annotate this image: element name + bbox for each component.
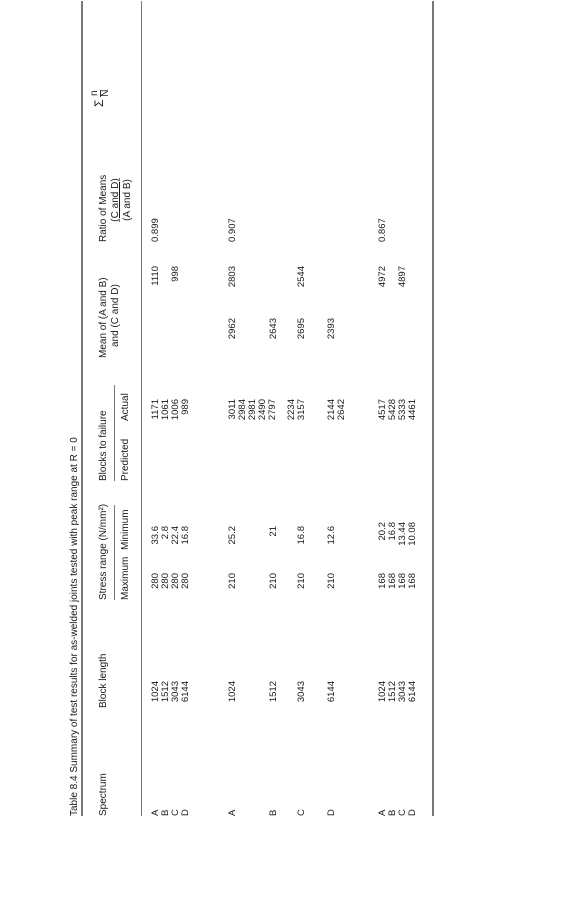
header-sum-n-over-N xyxy=(90,90,111,107)
g2-maximum-d: 210 xyxy=(326,573,337,589)
table-top-rule xyxy=(81,1,83,816)
g2-actual-a: 3011 2984 2981 xyxy=(227,399,258,421)
g1-actual: 1171 1061 1006 989 xyxy=(150,399,191,421)
header-ratio-denominator: (A and B) xyxy=(122,179,133,221)
g2-mean-ab-cd-ab: 2803 xyxy=(227,266,238,288)
g2-maximum-a: 210 xyxy=(227,573,238,589)
header-stress-range: Stress range (N/mm²) xyxy=(98,503,109,600)
header-minimum: Minimum xyxy=(120,509,131,550)
g2-block-length-d: 6144 xyxy=(326,681,337,703)
g2-minimum-b: 21 xyxy=(268,526,279,537)
g2-maximum-c: 210 xyxy=(296,573,307,589)
g2-spectrum-a: A xyxy=(227,809,238,816)
g1-spectrum: A B C D xyxy=(150,809,191,816)
g2-mean-each-b: 2643 xyxy=(268,318,279,340)
blocks-to-failure-rule xyxy=(114,385,115,481)
g3-block-length: 1024 1512 3043 6144 xyxy=(377,681,418,703)
g2-spectrum-d: D xyxy=(326,809,337,816)
g1-block-length: 1024 1512 3043 6144 xyxy=(150,681,191,703)
g2-minimum-d: 12.6 xyxy=(326,526,337,545)
table-bottom-rule xyxy=(432,1,434,816)
header-ratio-line1: Ratio of Means xyxy=(98,174,109,242)
g2-mean-each-c: 2695 xyxy=(296,318,307,340)
g2-minimum-c: 16.8 xyxy=(296,526,307,545)
g2-mean-ab-cd-cd: 2544 xyxy=(296,266,307,288)
g3-mean-ab-cd: 4972 4897 xyxy=(377,266,408,288)
g1-maximum: 280 280 280 280 xyxy=(150,573,191,589)
header-bottom-rule xyxy=(141,1,142,816)
g2-actual-b: 2490 2797 xyxy=(257,399,278,421)
g2-spectrum-c: C xyxy=(296,809,307,816)
g2-actual-c: 2234 3157 xyxy=(286,399,307,421)
header-spectrum: Spectrum xyxy=(98,773,109,816)
header-predicted: Predicted xyxy=(120,438,131,481)
g2-block-length-b: 1512 xyxy=(268,681,279,703)
g2-actual-d: 2144 2642 xyxy=(326,399,347,421)
g3-minimum: 20.2 16.8 13.44 10.08 xyxy=(377,522,418,546)
g2-mean-each-d: 2393 xyxy=(326,318,337,340)
header-block-length: Block length xyxy=(98,653,109,708)
g1-mean-ab-cd: 1110 998 xyxy=(150,266,181,286)
header-maximum: Maximum xyxy=(120,556,131,600)
g1-minimum: 33.6 2.8 22.4 16.8 xyxy=(150,526,191,545)
g2-mean-each-a: 2962 xyxy=(227,318,238,340)
header-mean-line1: Mean of (A and B) xyxy=(98,277,109,358)
g2-block-length-c: 3043 xyxy=(296,681,307,703)
g2-minimum-a: 25.2 xyxy=(227,526,238,545)
header-mean-line2: and (C and D) xyxy=(110,284,121,347)
stress-range-rule xyxy=(114,505,115,600)
g3-ratio: 0.867 xyxy=(377,218,388,242)
header-blocks-to-failure: Blocks to failure xyxy=(98,410,109,481)
g3-spectrum: A B C D xyxy=(377,809,418,816)
g3-maximum: 168 168 168 168 xyxy=(377,573,418,589)
sum-N: N xyxy=(100,89,111,97)
sum-n: n xyxy=(89,90,100,96)
header-ratio-numerator: (C and D) xyxy=(110,178,121,222)
g2-ratio: 0.907 xyxy=(227,218,238,242)
g2-maximum-b: 210 xyxy=(268,573,279,589)
sum-sigma-symbol: Σ xyxy=(92,99,107,107)
table-caption: Table 8.4 Summary of test results for as-welded joints tested with peak range at R = 0 xyxy=(69,437,80,816)
g2-block-length-a: 1024 xyxy=(227,681,238,703)
g2-spectrum-b: B xyxy=(268,809,279,816)
header-actual: Actual xyxy=(120,393,131,421)
g1-ratio: 0.899 xyxy=(150,218,161,242)
g3-actual: 4517 5428 5333 4461 xyxy=(377,399,418,421)
